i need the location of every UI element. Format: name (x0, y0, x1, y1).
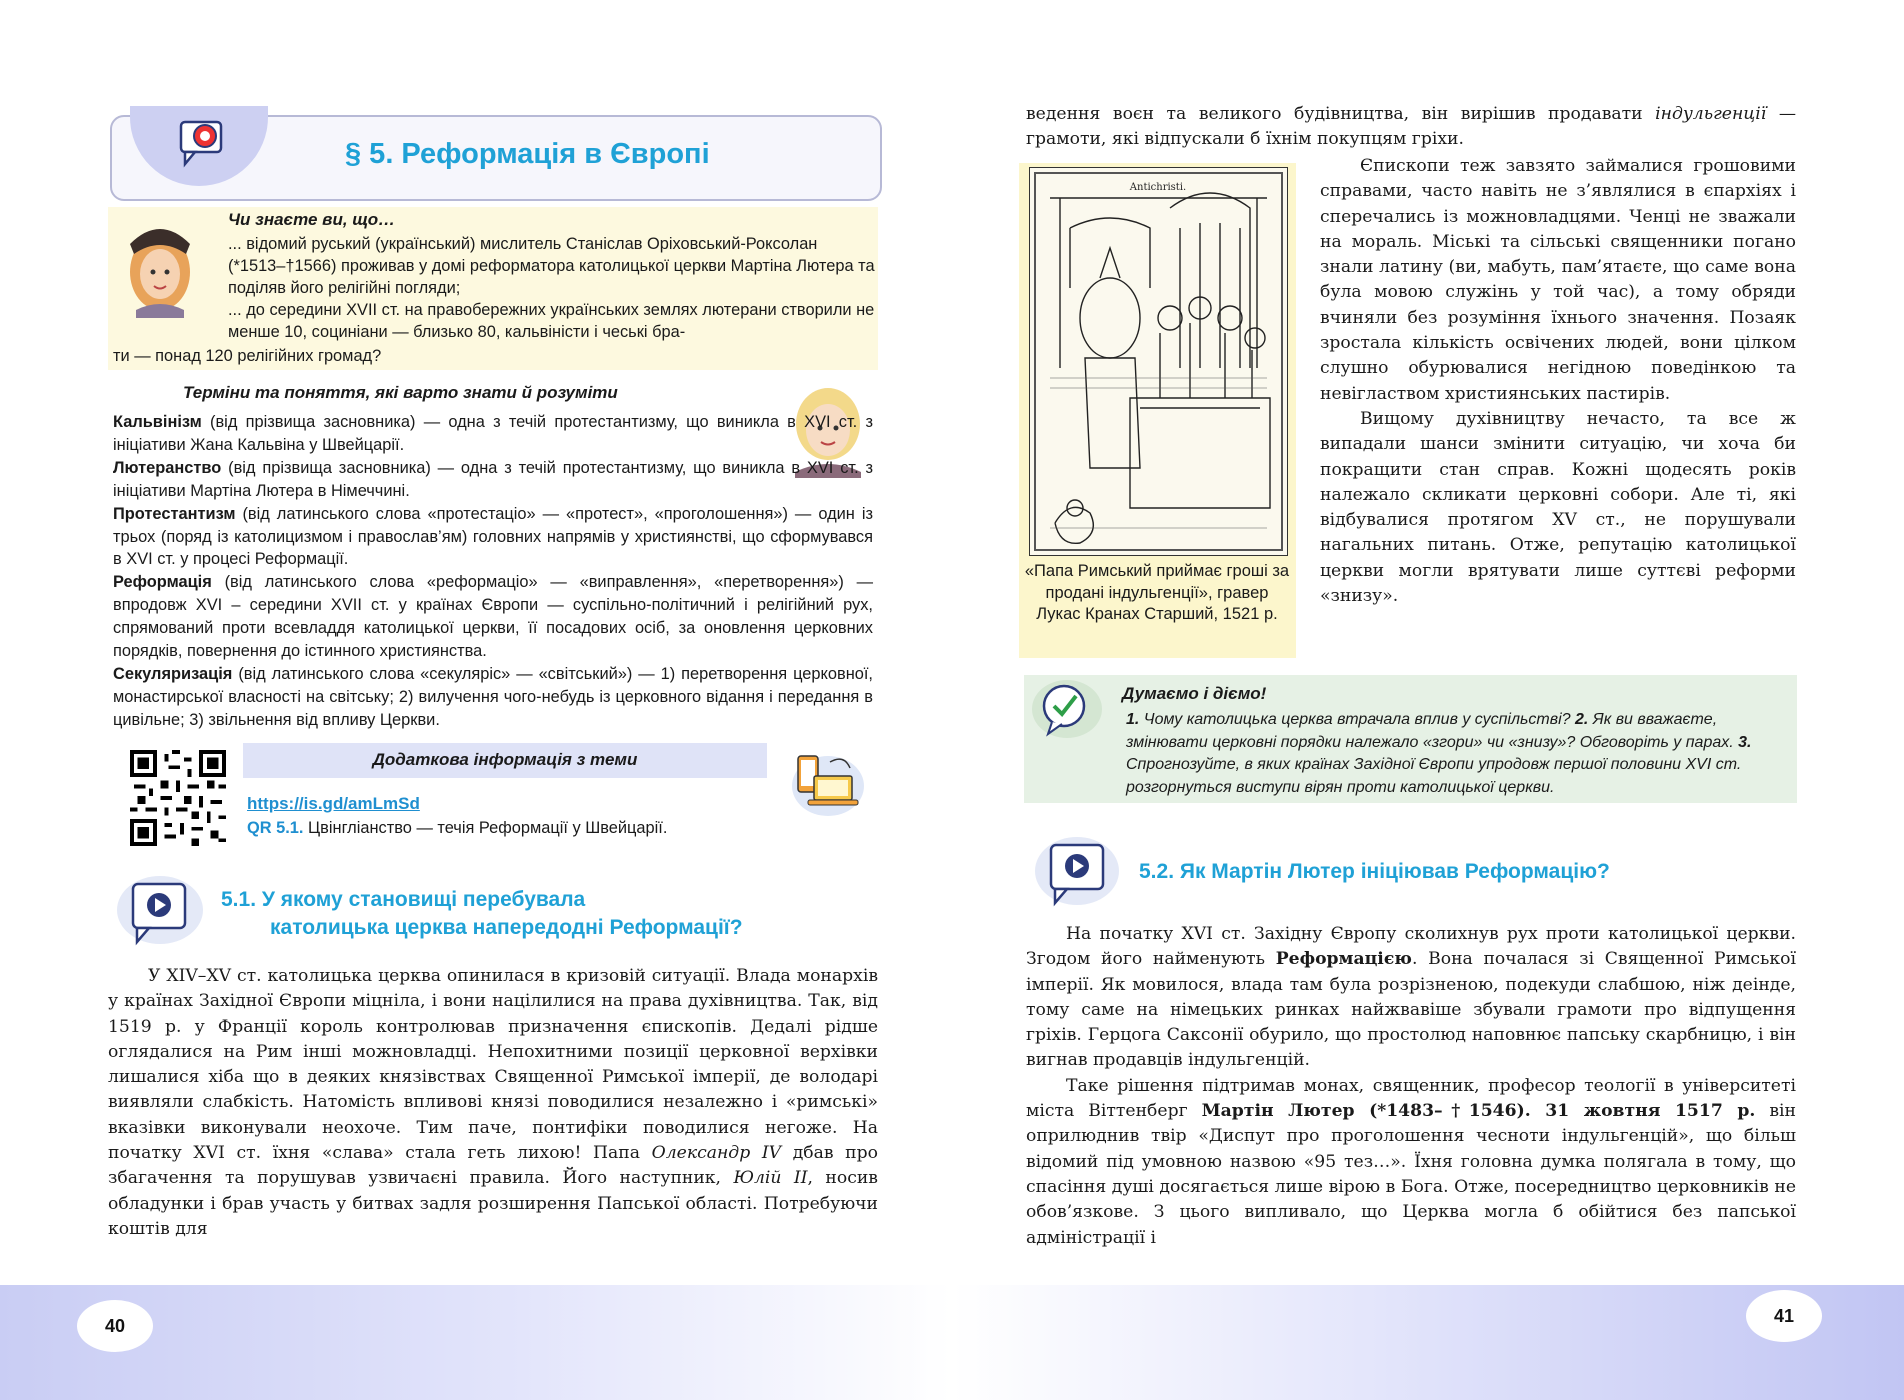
right-column-text: Єпископи теж завзято займалися грошовими справами, часто навіть не з’являлися в єпархіях і сперечались із можновладцями. Ченці не зважали на мораль. Міські та сільські священники погано знали латину (ви, мабуть, пам’ятаєте, що саме вона була мовою служінь у той час), а тому обряди вчиняли без розуміння їхнього значення. Позаяк зростала кількість освічених людей, вони цілком слушно обурювалися негідною поведінкою та невіглаством християнських пастирів. Вищому духівництву нечасто, та все ж випадали шанси змінити ситуацію, чи хоча би покращити стан справ. Кожні щодесять років належало скликати церковні собори. Але ті, які відбувалися протягом XV ст., не порушували нагальних питань. Отже, репутацію католицької церкви могли врятувати лише суттєві реформи «знизу». (1320, 156, 1796, 607)
section-5-1-title-line1: 5.1. У якому становищі перебувала (221, 888, 586, 911)
svg-text:Antichristi.: Antichristi. (1129, 182, 1187, 193)
did-you-know-tail: ти — понад 120 релігійних громад? (113, 347, 382, 365)
image-caption: «Папа Римський приймає гроші за продані індульгенції», гравер Лукас Кранах Старший, 1521 р. (1024, 562, 1290, 623)
terms-list (113, 411, 873, 732)
did-you-know-heading: Чи знаєте ви, що… (228, 210, 396, 229)
extra-info-heading: Додаткова інформація з теми (372, 750, 638, 769)
engraving-image (1029, 167, 1288, 556)
laptop-phone-icon (790, 748, 866, 818)
think-act-questions: 1. Чому католицька церква втрачала вплив у суспільстві? 2. Як ви вважаєте, змінювати церковні порядки належало «згори» чи «знизу»? Обговоріть у парах. 3. Спрогнозуйте, в яких країнах Західної Європи упродовж першої половини XVI ст. розгорнуться виступи вірян проти католицької церкви. (1126, 711, 1752, 796)
section-5-2-title: 5.2. Як Мартін Лютер ініціював Реформацію? (1139, 860, 1610, 883)
think-act-heading: Думаємо і діємо! (1122, 684, 1267, 703)
play-bubble-icon (115, 870, 205, 950)
qr-code[interactable] (130, 750, 226, 846)
section-5-1-text: У XIV–XV ст. католицька церква опинилася в кризовій ситуації. Влада монархів у країнах Західної Європи міцніла, і вони націлилися на права духівництва. Так, від 1519 р. у Франції король контролював призначення єпископів. Дедалі рідше оглядалися на Рим інші можновладці. Непохитними позиції церковної верхівки лишалися хіба що в деяких князівствах Священної Римської імперії, де володарі виявляли слабкість. Натомість впливові князі поводилися незалежно і «римські» вказівки виконували неохоче. Тим паче, понтифіки поводилися негоже. На початку XVI ст. їхня «слава» стала геть лихою! Папа Олександр IV дбав про збагачення та порушував узвичаєні правила. Його наступник, Юлій II, носив обладунки і брав участь у битвах задля розширення Папської області. Потребуючи коштів для (108, 966, 878, 1239)
term-kalvinizm: Кальвінізм (від прізвища засновника) — одна з течій протестантизму, що виникла в XVI ст. з ініціативи Жана Кальвіна у Швейцарії. (113, 413, 873, 454)
section-5-2-text: На початку XVI ст. Західну Європу сколихнув рух проти католицької церкви. Згодом його найменують Реформацією. Вона почалася зі Священної Римської імперії. Як мовилося, влада там була розрізненою, подекуди слабшою, ніж деінде, тому саме на німецьких ринках найжвавіше збували грамоти про відпущення гріхів. Герцога Саксонії обурило, що простолюд наповнює папську скарбницю, і він вигнав продавців індульгенцій. Таке рішення підтримав монах, священник, професор теології в університеті міста Віттенберг Мартін Лютер (*1483–†1546). 31 жовтня 1517 р. він оприлюднив твір «Диспут про проголошення чесноти індульгенцій», що більш відомий під умовною назвою «95 тез…». Їхня головна думка полягала в тому, що спасіння душі досягається лише вірою в Бога. Отже, посередництво церковників не обов’язкове. З цього випливало, що Церква могла б обійтися без папської адміністрації і (1026, 924, 1797, 1248)
girl-illustration (116, 214, 204, 318)
did-you-know-text (228, 233, 876, 343)
did-you-know-line2: ... до середини XVII ст. на правобережних українських землях лютерани створили не менше 10, социніани — близько 80, кальвіністи і чеські бра- (228, 301, 875, 341)
term-reformatsiya: Реформація (від латинського слова «реформаціо» — «виправлення», «перетворення») — впродовж XVI – середини XVII ст. у країнах Європи — суспільно-політичний і релігійний рух, спрямований проти всевладдя католицької церкви, її посадових осіб, за оновлення церковних порядків, повернення до істинного християнства. (113, 573, 873, 661)
terms-heading: Терміни та поняття, які варто знати й розуміти (183, 383, 618, 402)
page-number-left: 40 (77, 1300, 153, 1352)
page-number-right: 41 (1746, 1290, 1822, 1342)
extra-info-link[interactable]: https://is.gd/amLmSd (247, 794, 420, 813)
video-icon (175, 118, 227, 168)
chapter-title: § 5. Реформація в Європі (345, 138, 710, 170)
term-protestantyzm: Протестантизм (від латинського слова «протестаціо» — «протест», «проголошення») — один із трьох (поряд із католицизмом і православ’ям) головних напрямів у християнстві, що сформувався в XVI ст. у процесі Реформації. (113, 504, 873, 569)
section-5-1-title-line2: католицька церква напередодні Реформації? (270, 916, 743, 939)
continuation-text: ведення воєн та великого будівництва, він вирішив продавати індульгенції — грамоти, які відпускали б їхнім покупцям гріхи. (1026, 104, 1797, 150)
term-lyuteranstvo: Лютеранство (від прізвища засновника) — одна з течій протестантизму, що виникла в XVI ст. з ініціативи Мартіна Лютера в Німеччині. (113, 458, 873, 500)
play-bubble-icon (1033, 831, 1121, 911)
did-you-know-line1: ... відомий руський (український) мислитель Станіслав Оріховський-Роксолан (*1513–†1566) проживав у домі реформатора католицької церкви Мартіна Лютера та поділяв його релігійні погляди; (228, 235, 875, 297)
qr-caption: QR 5.1. Цвінгліанство — течія Реформації у Швейцарії. (247, 819, 668, 837)
term-sekulyaryzatsiya: Секуляризація (від латинського слова «секуляріс» — «світський») — 1) перетворення церковної, монастирської власності на світську; 2) вилучення чого-небудь із церковного відання і передання в цивільне; 3) звільнення від впливу Церкви. (113, 664, 873, 729)
